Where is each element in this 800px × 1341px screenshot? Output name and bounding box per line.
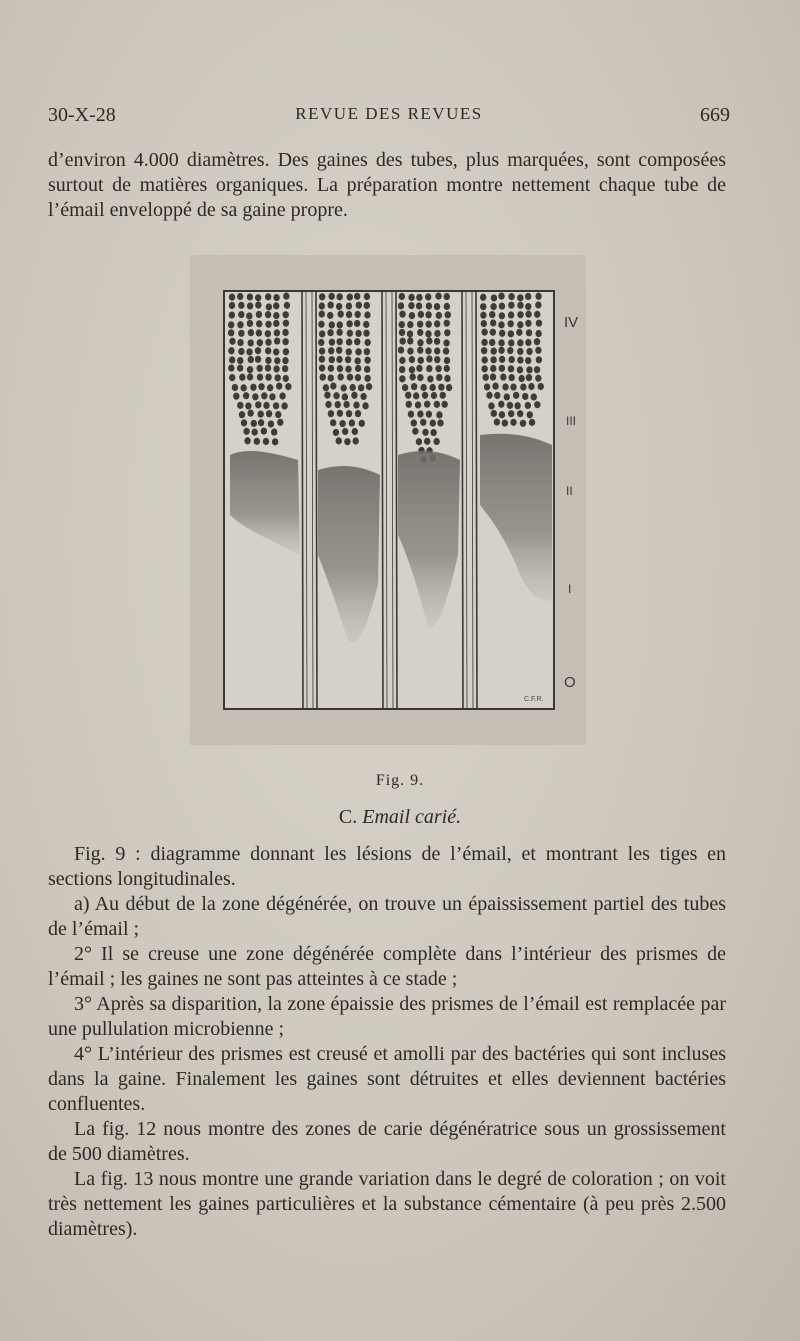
intro-paragraph: d’environ 4.000 diamètres. Des gaines des tubes, plus marquées, sont composées surtout de matières organiques. La préparation montre nettement chaque tube de l’émail enveloppé de sa gaine propre.	[48, 149, 726, 221]
paragraph: Fig. 9 : diagramme donnant les lésions de l’émail, et montrant les tiges en sections longitudinales.	[48, 843, 726, 890]
enamel-lesion-diagram	[190, 255, 586, 745]
section-prefix: C.	[338, 806, 358, 828]
zone-label-o: O	[564, 674, 576, 691]
paragraph: a) Au début de la zone dégénérée, on trouve un épaississement partiel des tubes de l’émail ;	[48, 893, 726, 940]
zone-label-iii: III	[566, 414, 577, 428]
artist-signature: C.F.R.	[524, 696, 544, 703]
paragraph: 4° L’intérieur des prismes est creusé et amolli par des bactéries qui sont incluses dans la gaine. Finalement les gaines sont détruites et elles deviennent bactéries confluentes.	[48, 1043, 726, 1115]
zone-label-i: I	[568, 582, 572, 596]
header-date: 30-X-28	[48, 104, 116, 126]
body-text	[48, 842, 726, 1242]
paragraph: 2° Il se creuse une zone dégénérée complète dans l’intérieur des prismes de l’émail ; les gaines ne sont pas atteintes à ce stade ;	[48, 943, 726, 990]
section-heading	[0, 806, 800, 829]
zone-label-iv: IV	[564, 314, 579, 331]
paragraph: La fig. 13 nous montre une grande variation dans le degré de coloration ; on voit très nettement les gaines particulières et la substance cémentaire (à peu près 2.500 diamètres).	[48, 1168, 726, 1240]
figure-caption: Fig. 9.	[375, 772, 425, 789]
section-title: Email carié.	[362, 806, 462, 828]
paragraph: La fig. 12 nous montre des zones de carie dégénératrice sous un grossissement de 500 diamètres.	[48, 1118, 726, 1165]
figure-9-diagram	[190, 255, 586, 745]
paragraph: 3° Après sa disparition, la zone épaissie des prismes de l’émail est remplacée par une pullulation microbienne ;	[48, 993, 726, 1040]
header-journal-title: REVUE DES REVUES	[295, 104, 483, 123]
zone-label-ii: II	[566, 484, 573, 498]
page-number: 669	[700, 104, 730, 126]
running-header	[48, 104, 730, 134]
